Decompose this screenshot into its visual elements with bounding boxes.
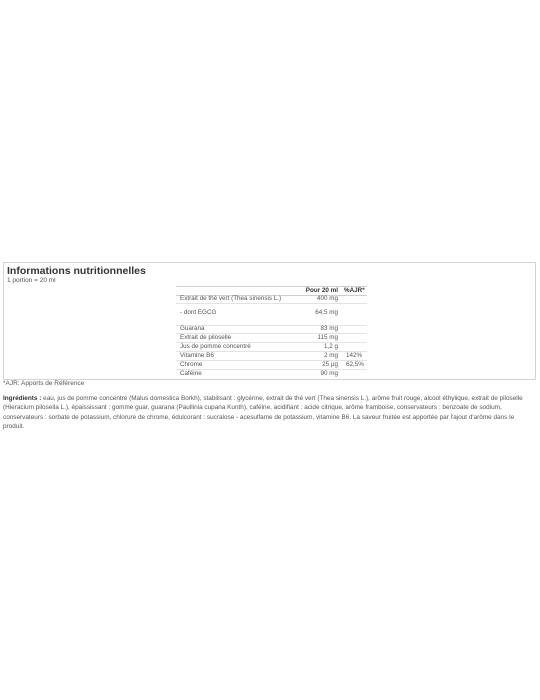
row-amount: 90 mg [320, 370, 338, 377]
header-amount: Pour 20 ml [305, 287, 338, 294]
table-row [176, 325, 367, 334]
table-row [176, 309, 367, 326]
row-name: Chrome [180, 361, 203, 368]
row-amount: 64,5 mg [315, 309, 338, 316]
row-amount: 1,2 g [323, 343, 338, 350]
nutrition-title: Informations nutritionnelles [7, 265, 146, 277]
ajr-footnote: *AJR: Apports de Référence [3, 380, 85, 387]
table-row [176, 370, 367, 378]
table-row [176, 295, 367, 304]
ingredients-text: eau, jus de pomme concentré (Malus domestica Borkh), stabilisant : glycérine, extrait de thé vert (Thea sinensis L.), arôme fruit rouge, alcool éthylique, extrait de piloselle (Hieracium pilosella L.), épaississant : gomme guar, guarana (Paullinia cupana Kunth), caféine, acidifiant : acide citrique, arôme framboise, conservateurs : benzoate de sodium, conservateurs : sorbate de potassium, chlorure de chrome, édulcorant : sucralose - acesulfame de potassium, vitamine B6. La saveur fruitée est apportée par l'ajout d'arôme dans le produit. [3, 395, 523, 431]
header-ajr: %AJR* [344, 287, 365, 294]
row-name: Extrait de piloselle [180, 334, 232, 341]
ingredients-label: Ingrédients : [3, 395, 42, 402]
ingredients-paragraph [3, 394, 535, 432]
row-name: Vitamine B6 [180, 352, 214, 359]
row-amount: 2 mg [324, 352, 338, 359]
row-name: - dont EGCG [180, 309, 217, 316]
row-name: Guarana [180, 325, 205, 332]
row-amount: 115 mg [317, 334, 338, 341]
row-pct: 62,5% [346, 361, 364, 368]
row-name: Jus de pomme concentré [180, 343, 251, 350]
nutrition-panel [3, 262, 536, 380]
row-amount: 83 mg [320, 325, 338, 332]
row-pct: 142% [346, 352, 363, 359]
row-amount: 400 mg [316, 295, 338, 302]
portion-size: 1 portion = 20 ml [7, 277, 56, 284]
table-row [176, 352, 367, 361]
row-amount: 25 µg [322, 361, 338, 368]
table-row [176, 361, 367, 370]
table-row [176, 334, 367, 343]
row-name: Caféine [180, 370, 202, 377]
table-row [176, 343, 367, 352]
row-name: Extrait de thé vert (Thea sinensis L.) [180, 295, 282, 302]
